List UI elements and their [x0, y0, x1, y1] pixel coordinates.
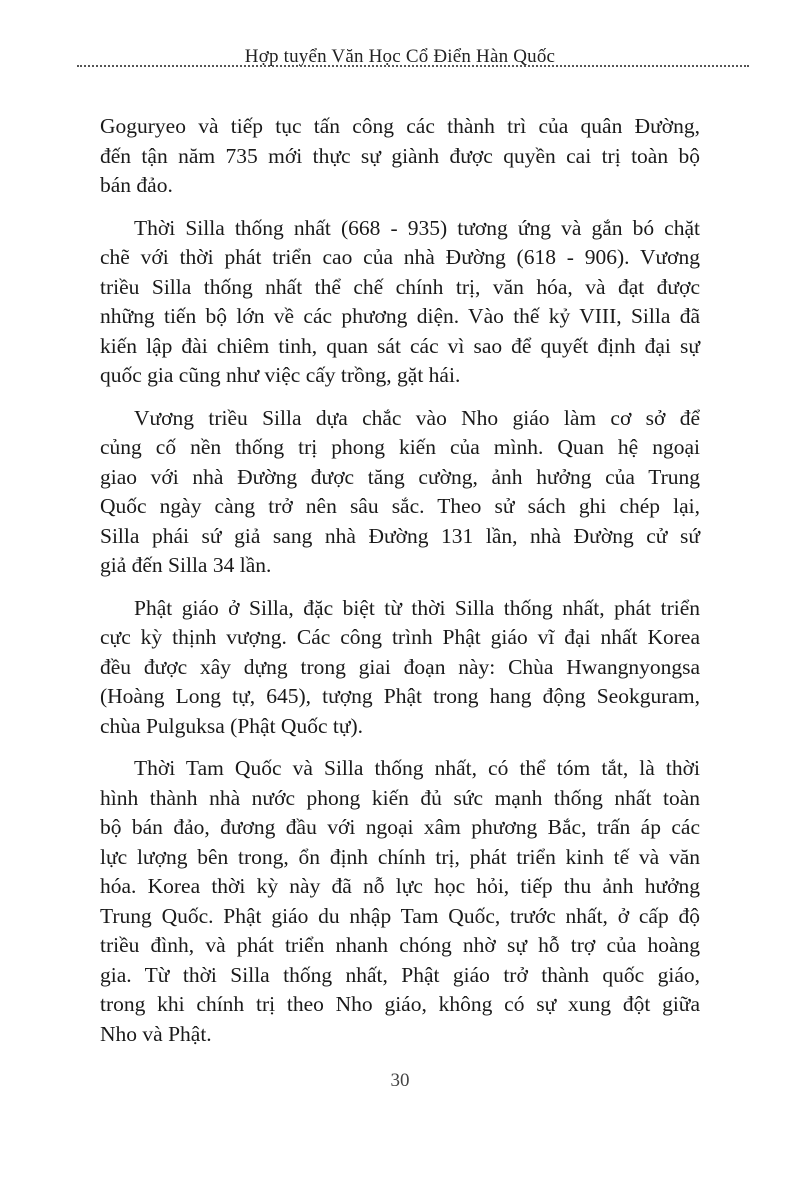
text-line: lực lượng bên trong, ổn định chính trị, phát triển kinh tế và văn	[100, 844, 700, 869]
text-line: củng cố nền thống trị phong kiến của mình. Quan hệ ngoại	[100, 435, 700, 459]
paragraph	[100, 112, 700, 201]
text-line: trong khi chính trị theo Nho giáo, không có sự xung đột giữa	[100, 992, 700, 1016]
text-line: Goguryeo và tiếp tục tấn công các thành trì của quân Đường,	[100, 114, 700, 138]
running-header: Hợp tuyển Văn Học Cổ Điển Hàn Quốc	[244, 46, 556, 67]
text-line: cực kỳ thịnh vượng. Các công trình Phật giáo vĩ đại nhất Korea	[100, 625, 700, 649]
text-line: Silla phái sứ giả sang nhà Đường 131 lần, nhà Đường cử sứ	[100, 523, 700, 548]
text-line: Vương triều Silla dựa chắc vào Nho giáo làm cơ sở để	[134, 405, 700, 430]
text-line: đều được xây dựng trong giai đoạn này: Chùa Hwangnyongsa	[100, 654, 700, 679]
text-line: hóa. Korea thời kỳ này đã nỗ lực học hỏi, tiếp thu ảnh hưởng	[100, 874, 700, 898]
text-line: những tiến bộ lớn về các phương diện. Vào thế kỷ VIII, Silla đã	[100, 304, 700, 328]
paragraph	[100, 594, 700, 742]
text-line: chùa Pulguksa (Phật Quốc tự).	[100, 713, 364, 738]
paragraph	[100, 214, 700, 391]
text-line: hình thành nhà nước phong kiến đủ sức mạnh thống nhất toàn	[100, 785, 700, 810]
text-line: Nho và Phật.	[100, 1021, 212, 1046]
paragraph	[100, 754, 700, 1049]
text-line: Quốc ngày càng trở nên sâu sắc. Theo sử sách ghi chép lại,	[100, 494, 700, 518]
text-line: Phật giáo ở Silla, đặc biệt từ thời Silla thống nhất, phát triển	[134, 595, 700, 620]
text-line: bộ bán đảo, đương đầu với ngoại xâm phương Bắc, trấn áp các	[100, 815, 700, 839]
text-line: giao với nhà Đường được tăng cường, ảnh hưởng của Trung	[100, 464, 700, 489]
paragraph	[100, 404, 700, 581]
text-line: kiến lập đài chiêm tinh, quan sát các vì sao để quyết định đại sự	[100, 333, 700, 358]
text-line: quốc gia cũng như việc cấy trồng, gặt hái.	[100, 363, 461, 387]
text-line: Thời Silla thống nhất (668 - 935) tương ứng và gắn bó chặt	[134, 215, 700, 240]
header-divider	[77, 65, 749, 67]
text-line: chẽ với thời phát triển cao của nhà Đường (618 - 906). Vương	[100, 245, 700, 269]
text-line: (Hoàng Long tự, 645), tượng Phật trong hang động Seokguram,	[100, 684, 700, 708]
text-line: bán đảo.	[100, 173, 173, 197]
text-line: triều đình, và phát triển nhanh chóng nhờ sự hỗ trợ của hoàng	[100, 933, 700, 957]
text-line: Thời Tam Quốc và Silla thống nhất, có thể tóm tắt, là thời	[134, 756, 700, 780]
text-line: gia. Từ thời Silla thống nhất, Phật giáo trở thành quốc giáo,	[100, 962, 700, 987]
text-line: đến tận năm 735 mới thực sự giành được quyền cai trị toàn bộ	[100, 143, 700, 168]
text-line: Trung Quốc. Phật giáo du nhập Tam Quốc, trước nhất, ở cấp độ	[100, 903, 700, 928]
page-number: 30	[390, 1070, 410, 1091]
text-line: triều Silla thống nhất thể chế chính trị, văn hóa, và đạt được	[100, 274, 700, 299]
page-body	[100, 112, 700, 1062]
text-line: giả đến Silla 34 lần.	[100, 553, 272, 577]
